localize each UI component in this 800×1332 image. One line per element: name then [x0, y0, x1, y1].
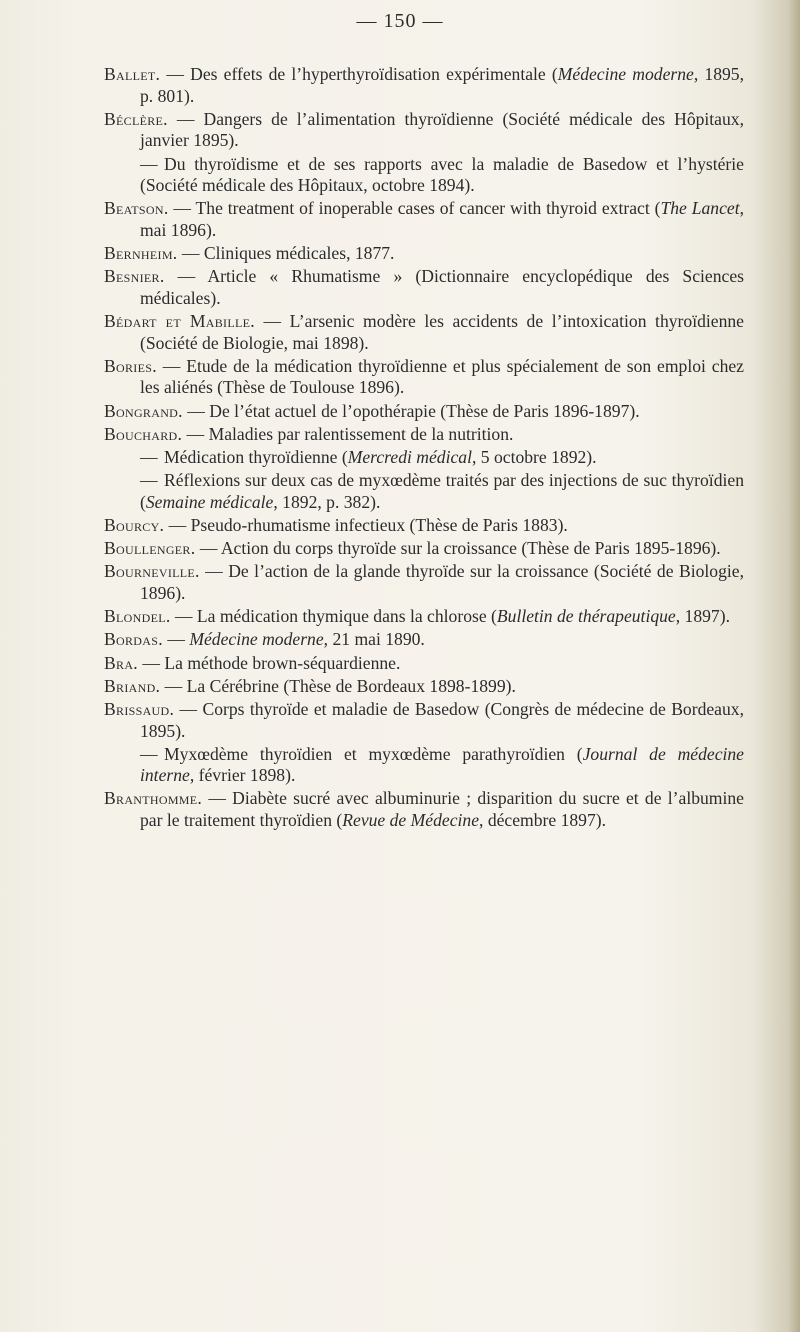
reference-text: — Cliniques médicales, 1877. — [177, 243, 395, 264]
reference-text-tail: , décembre 1897). — [479, 810, 607, 831]
reference-text: Myxœdème thyroïdien et myxœdème parathyroïdien ( — [164, 743, 583, 764]
reference-entry — [104, 311, 744, 354]
reference-text-tail: , 1897). — [675, 606, 730, 627]
reference-text: — Article « Rhumatisme » (Dictionnaire encyclopédique des Sciences médicales). — [140, 266, 744, 308]
page-edge-shadow — [788, 0, 800, 1332]
reference-author: Brissaud. — [104, 698, 175, 719]
reference-journal: Médecine moderne — [557, 64, 694, 84]
reference-text: — Pseudo-rhumatisme infectieux (Thèse de Paris 1883). — [164, 515, 568, 535]
reference-author: Besnier. — [104, 266, 165, 287]
reference-text: — Des effets de l’hyperthyroïdisation expérimentale ( — [160, 64, 558, 84]
reference-author: Bourcy. — [104, 515, 165, 535]
reference-text: — Corps thyroïde et maladie de Basedow (Congrès de médecine de Bordeaux, 1895). — [140, 698, 744, 741]
reference-journal: The Lancet — [660, 198, 740, 219]
reference-author: Béclère. — [104, 108, 168, 129]
reference-journal: Mercredi médical — [347, 447, 472, 468]
reference-author: Blondel. — [104, 606, 171, 627]
reference-list — [104, 64, 744, 833]
reference-text: — Action du corps thyroïde sur la croissance (Thèse de Paris 1895-1896). — [195, 538, 721, 559]
reference-entry — [104, 243, 744, 265]
reference-entry — [104, 561, 744, 604]
reference-author: Bordas. — [104, 629, 163, 650]
reference-text: — — [162, 629, 190, 650]
reference-author: Ballet. — [104, 64, 161, 84]
ditto-dash: — — [140, 743, 158, 764]
ditto-dash: — — [140, 447, 158, 468]
reference-entry — [104, 744, 744, 787]
reference-journal: Revue de Médecine — [342, 810, 480, 831]
reference-author: Bédart et Mabille. — [104, 311, 255, 332]
reference-author: Beatson. — [104, 198, 169, 219]
reference-text: — Dangers de l’alimentation thyroïdienne (Société médicale des Hôpitaux, janvier 1895). — [140, 108, 744, 151]
reference-author: Bouchard. — [104, 423, 183, 444]
reference-text: — Etude de la médication thyroïdienne et plus spécialement de son emploi chez les aliénés (Thèse de Toulouse 1896). — [140, 355, 744, 398]
reference-entry — [104, 447, 744, 469]
reference-entry — [104, 154, 744, 197]
reference-text-tail: , 1892, p. 382). — [273, 491, 381, 512]
reference-entry — [104, 356, 744, 399]
reference-text: — Maladies par ralentissement de la nutrition. — [182, 423, 514, 444]
reference-entry — [104, 424, 744, 446]
reference-text: Du thyroïdisme et de ses rapports avec la maladie de Basedow et l’hystérie (Société médicale des Hôpitaux, octobre 1894). — [140, 153, 744, 196]
reference-text: — De l’action de la glande thyroïde sur la croissance (Société de Biologie, 1896). — [140, 561, 744, 603]
reference-author: Bra. — [104, 652, 139, 673]
reference-entry — [104, 401, 744, 423]
reference-entry — [104, 699, 744, 742]
reference-text: — La Cérébrine (Thèse de Bordeaux 1898-1899). — [160, 675, 516, 696]
reference-entry — [104, 629, 744, 651]
reference-text: — L’arsenic modère les accidents de l’intoxication thyroïdienne (Société de Biologie, mai 1898). — [140, 311, 744, 353]
reference-author: Bernheim. — [104, 243, 178, 264]
reference-entry — [104, 64, 744, 107]
reference-author: Bourneville. — [104, 561, 200, 582]
reference-entry — [104, 606, 744, 628]
reference-journal: Journal de médecine interne — [140, 743, 744, 786]
reference-entry — [104, 676, 744, 698]
page-number: — 150 — — [356, 10, 444, 32]
reference-text: Médication thyroïdienne ( — [164, 447, 348, 468]
reference-journal: Bulletin de thérapeutique — [496, 606, 676, 627]
ditto-dash: — — [140, 470, 158, 491]
reference-entry — [104, 538, 744, 560]
reference-journal: Médecine moderne — [189, 629, 324, 650]
reference-entry — [104, 788, 744, 831]
reference-text: Réflexions sur deux cas de myxœdème traités par des injections de suc thyroïdien ( — [140, 470, 744, 512]
reference-journal: Semaine médicale — [145, 491, 274, 512]
reference-entry — [104, 470, 744, 513]
reference-entry — [104, 266, 744, 309]
reference-text-tail: , 21 mai 1890. — [323, 629, 425, 650]
reference-entry — [104, 515, 744, 537]
reference-entry — [104, 198, 744, 241]
reference-author: Boullenger. — [104, 538, 196, 559]
reference-entry — [104, 109, 744, 152]
reference-entry — [104, 653, 744, 675]
reference-text: — La méthode brown-séquardienne. — [138, 652, 401, 673]
ditto-dash: — — [140, 153, 158, 174]
reference-text: — La médication thymique dans la chlorose ( — [170, 606, 497, 627]
reference-text-tail: , février 1898). — [189, 765, 296, 786]
reference-text: — The treatment of inoperable cases of cancer with thyroid extract ( — [168, 198, 661, 219]
reference-text-tail: , 5 octobre 1892). — [471, 447, 597, 468]
reference-author: Branthomme. — [104, 788, 203, 809]
reference-author: Briand. — [104, 675, 161, 696]
reference-author: Bories. — [104, 355, 157, 376]
reference-author: Bongrand. — [104, 400, 183, 421]
reference-text: — De l’état actuel de l’opothérapie (Thèse de Paris 1896-1897). — [182, 400, 640, 421]
reference-text-tail: , 1895, p. 801). — [140, 64, 744, 106]
reference-text-tail: , mai 1896). — [140, 198, 744, 240]
reference-text: — Diabète sucré avec albuminurie ; disparition du sucre et de l’albumine par le traitement thyroïdien ( — [140, 788, 744, 831]
